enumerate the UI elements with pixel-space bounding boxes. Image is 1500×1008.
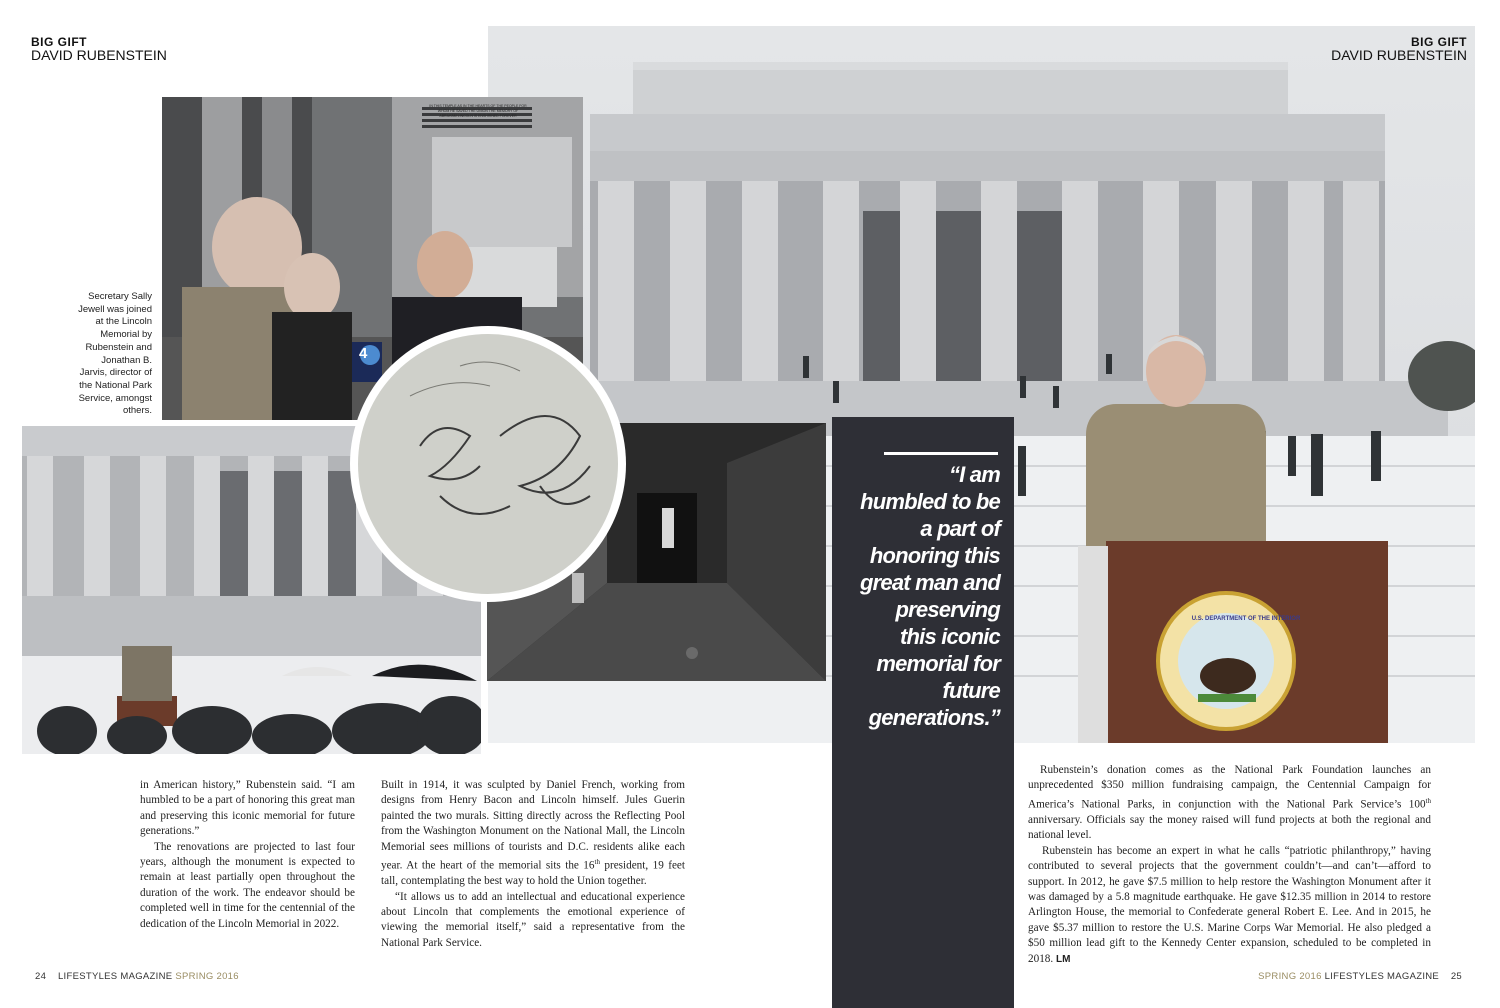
pull-quote-rule [884,452,998,455]
body-paragraph: in American history,” Rubenstein said. “I am humbled to be a part of honoring this great man and preserving this iconic memorial for future generations.” [140,779,355,838]
end-mark: LM [1055,953,1071,965]
section-kicker: BIG GIFT [1411,35,1467,49]
page-number: 25 [1450,971,1462,982]
statue-inscription: IN THIS TEMPLE AS IN THE HEARTS OF THE PEOPLE FOR WHOM HE SAVED THE UNION THE MEMORY OF ABRAHAM LINCOLN IS ENSHRINED FOREVER [429,104,527,118]
body-paragraph: Rubenstein’s donation comes as the National Park Foundation launches an unprecedented $350 million fundraising campaign, the Centennial Campaign for America’s National Parks, in conjunction with the National Park Service’s 100th anniversary. Officials say the money raised will fund projects at both the regional and national level. [1028,764,1431,842]
graffiti-inset-photo [350,326,626,602]
body-column-1 [140,778,355,932]
issue-season: SPRING 2016 [175,971,239,982]
body-paragraph: Built in 1914, it was sculpted by Daniel French, working from designs from Henry Bacon and Lincoln himself. Jules Guerin painted the two murals. Sitting directly across the Reflecting Pool from the Washington Monument on the National Mall, the Lincoln Memorial sees millions of tourists and D.C. residents alike each year. At the heart of the memorial sits the 16th president, 19 feet tall, contemplating the best way to hold the Union together. [381,779,685,888]
magazine-name: LIFESTYLES MAGAZINE [1324,971,1440,982]
magazine-name: LIFESTYLES MAGAZINE [57,971,173,982]
graffiti-inset-illustration [350,326,626,602]
body-paragraph: The renovations are projected to last four years, although the monument is expected to remain at least partially open throughout the duration of the work. The endeavor should be completed well in time for the centennial of the dedication of the Lincoln Memorial in 2022. [140,840,355,930]
folio-right [1258,971,1462,982]
issue-season: SPRING 2016 [1258,971,1322,982]
section-header-left [31,36,167,62]
body-paragraph: Rubenstein has become an expert in what he calls “patriotic philanthropy,” having contributed to several projects that the government couldn’t—and can’t—afford to support. In 2012, he gave $7.5 million to help restore the Washington Monument after it was damaged by a 5.8 magnitude earthquake. He gave $12.35 million in 2014 to restore Arlington House, the memorial to Confederate general Robert E. Lee. And in 2015, he gave $5.37 million to restore the U.S. Marine Corps War Memorial. He also pledged a $50 million lead gift to the Kennedy Center expansion, scheduled to be completed in 2018. LM [1028,844,1431,965]
section-header-right [1331,36,1467,62]
section-subject: DAVID RUBENSTEIN [1331,47,1467,63]
body-column-2 [381,778,685,951]
seal-text: U.S. DEPARTMENT OF THE INTERIOR [1191,616,1301,622]
pull-quote: “I am humbled to be a part of honoring this great man and preserving this iconic memorial for future generations.” [860,462,1000,730]
page-number: 24 [35,971,47,982]
photo-caption: Secretary Sally Jewell was joined at the Lincoln Memorial by Rubenstein and Jonathan B. Jarvis, director of the National Park Service, amongst others. [78,291,152,417]
section-kicker: BIG GIFT [31,35,87,49]
mic-flag-number: 4 [359,345,368,362]
folio-left [35,971,239,982]
body-paragraph: “It allows us to add an intellectual and educational experience about Lincoln that complements the emotional experience of viewing the memorial itself,” said a representative from the National Park Service. [381,890,685,949]
body-column-3 [1028,763,1431,967]
section-subject: DAVID RUBENSTEIN [31,47,167,63]
